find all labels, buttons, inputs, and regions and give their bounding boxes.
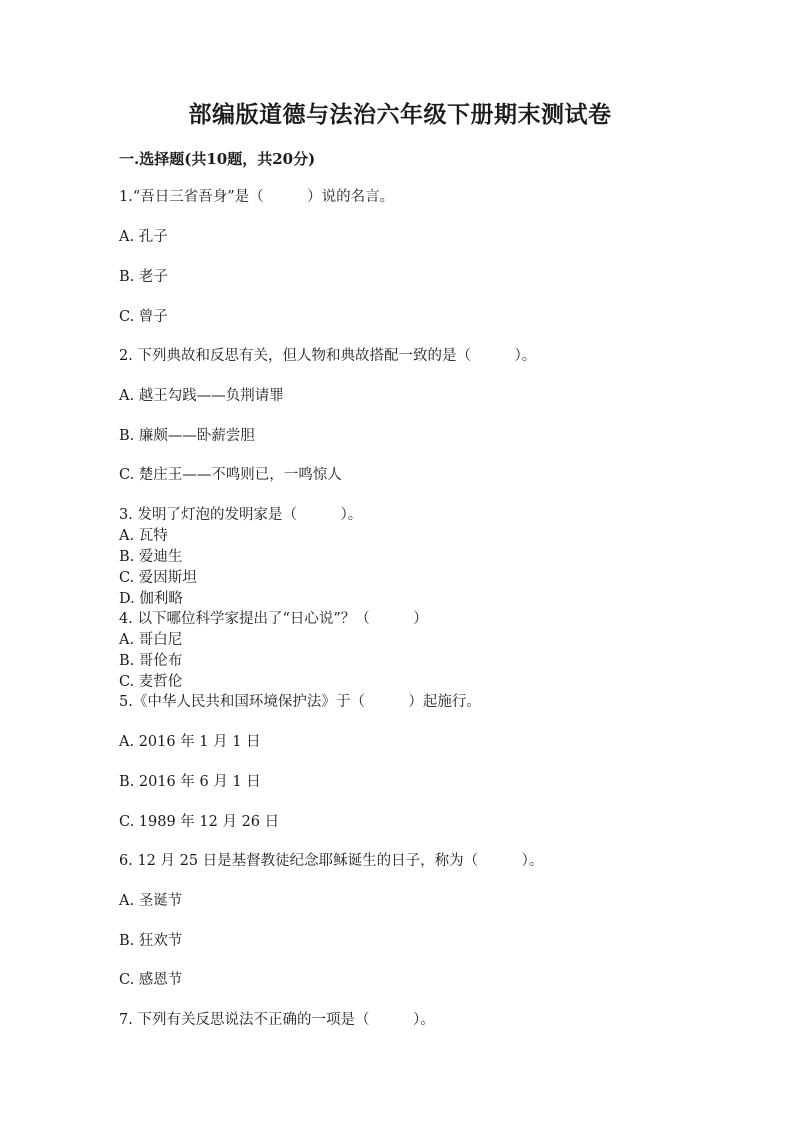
question-4-option-a: A. 哥白尼 (119, 632, 183, 648)
question-3-option-a: A. 瓦特 (119, 528, 168, 544)
question-stem-3: 3. 发明了灯泡的发明家是（ ）。 (119, 507, 363, 523)
question-1-option-b: B. 老子 (119, 269, 168, 285)
question-stem-6: 6. 12 月 25 日是基督教徒纪念耶稣诞生的日子，称为（ ）。 (119, 853, 544, 869)
question-3-option-d: D. 伽利略 (119, 591, 183, 607)
question-3-option-c: C. 爱因斯坦 (119, 570, 197, 586)
question-2-option-b: B. 廉颇——卧薪尝胆 (119, 428, 255, 444)
section-heading: 一.选择题(共10题，共20分) (119, 150, 316, 168)
question-2-option-c: C. 楚庄王——不鸣则已，一鸣惊人 (119, 467, 342, 483)
question-5-option-c: C. 1989 年 12 月 26 日 (119, 814, 280, 830)
question-stem-2: 2. 下列典故和反思有关，但人物和典故搭配一致的是（ ）。 (119, 348, 537, 364)
question-6-option-a: A. 圣诞节 (119, 893, 183, 909)
question-2-option-a: A. 越王勾践——负荆请罪 (119, 388, 284, 404)
question-5-option-a: A. 2016 年 1 月 1 日 (119, 734, 261, 750)
question-stem-5: 5.《中华人民共和国环境保护法》于（ ）起施行。 (119, 694, 481, 710)
question-1-option-c: C. 曾子 (119, 309, 168, 325)
question-6-option-b: B. 狂欢节 (119, 933, 183, 949)
question-5-option-b: B. 2016 年 6 月 1 日 (119, 774, 261, 790)
question-6-option-c: C. 感恩节 (119, 972, 183, 988)
question-stem-7: 7. 下列有关反思说法不正确的一项是（ ）。 (119, 1012, 435, 1028)
question-1-option-a: A. 孔子 (119, 229, 168, 245)
question-stem-1: 1.“吾日三省吾身”是（ ）说的名言。 (119, 189, 395, 205)
question-stem-4: 4. 以下哪位科学家提出了“日心说”？（ ） (119, 611, 428, 627)
exam-title: 部编版道德与法治六年级下册期末测试卷 (188, 101, 612, 128)
question-4-option-b: B. 哥伦布 (119, 653, 183, 669)
question-3-option-b: B. 爱迪生 (119, 549, 183, 565)
question-4-option-c: C. 麦哲伦 (119, 674, 183, 690)
